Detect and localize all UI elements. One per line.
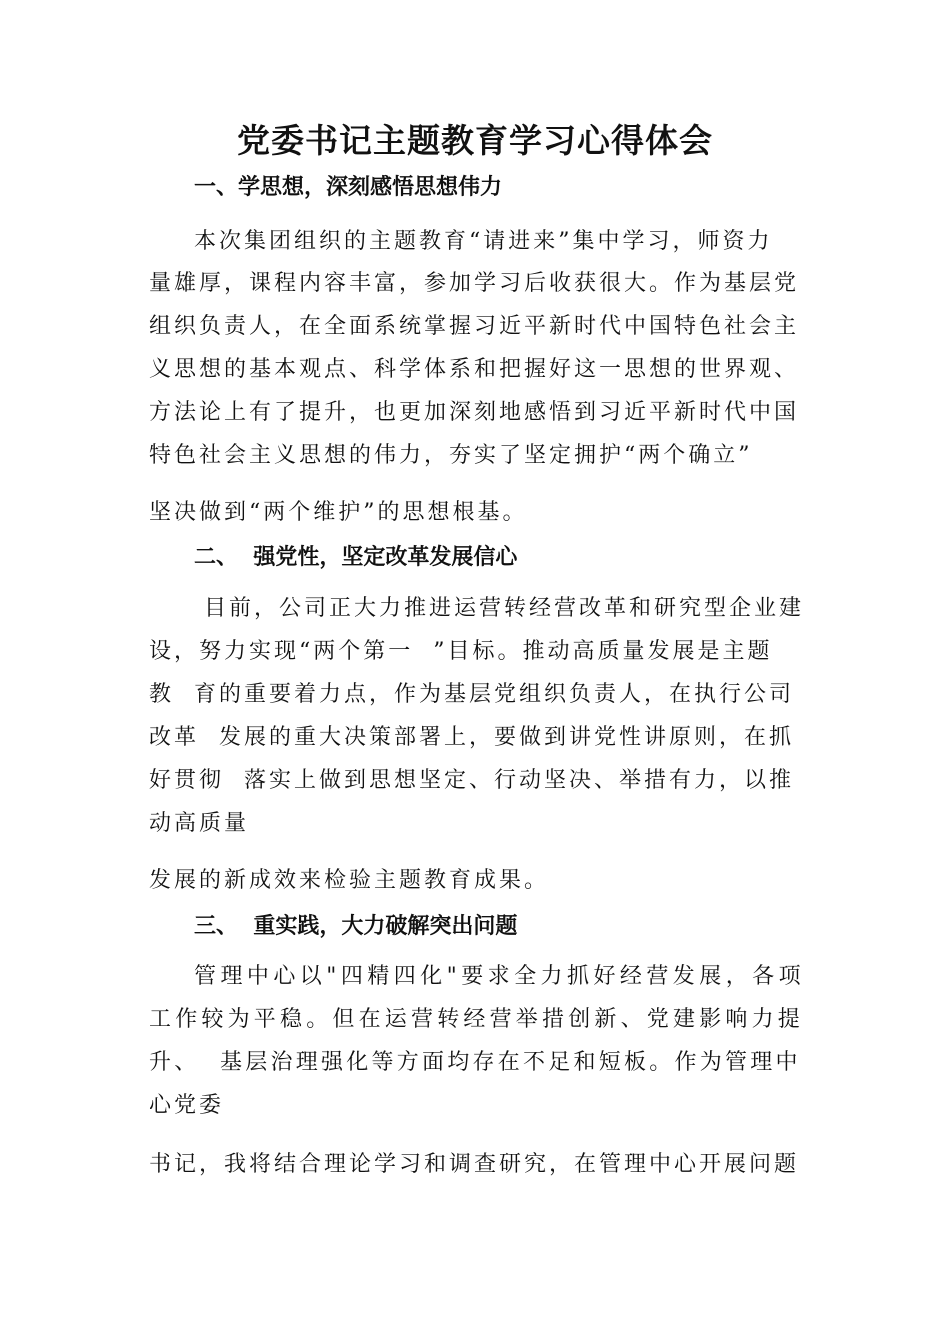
paragraph-line: 教 育的重要着力点，作为基层党组织负责人，在执行公司 [149, 682, 794, 707]
paragraph-line: 升、 基层治理强化等方面均存在不足和短板。作为管理中 [149, 1050, 801, 1075]
paragraph-line: 管理中心以"四精四化"要求全力抓好经营发展，各项 [194, 964, 806, 989]
document-title: 党委书记主题教育学习心得体会 [237, 121, 713, 160]
paragraph-line: 坚决做到“两个维护”的思想根基。 [149, 500, 528, 525]
paragraph-line: 发展的新成效来检验主题教育成果。 [149, 868, 550, 893]
paragraph-line: 心党委 [149, 1093, 225, 1118]
paragraph-line: 工作较为平稳。但在运营转经营举措创新、党建影响力提 [149, 1007, 805, 1032]
paragraph-line: 动高质量 [149, 811, 250, 836]
paragraph-line: 义思想的基本观点、科学体系和把握好这一思想的世界观、 [149, 357, 800, 382]
paragraph-line: 目前，公司正大力推进运营转经营改革和研究型企业建 [204, 596, 805, 621]
section-heading-1: 一、学思想，深刻感悟思想伟力 [194, 175, 503, 200]
paragraph-line: 书记，我将结合理论学习和调查研究，在管理中心开展问题 [149, 1152, 800, 1177]
paragraph-line: 特色社会主义思想的伟力，夯实了坚定拥护“两个确立” [149, 443, 753, 468]
paragraph-line: 方法论上有了提升，也更加深刻地感悟到习近平新时代中国 [149, 400, 800, 425]
paragraph-line: 组织负责人，在全面系统掌握习近平新时代中国特色社会主 [149, 314, 800, 339]
section-heading-2: 二、 强党性，坚定改革发展信心 [194, 545, 518, 570]
paragraph-line: 改革 发展的重大决策部署上，要做到讲党性讲原则，在抓 [149, 725, 794, 750]
paragraph-line: 设，努力实现“两个第一 ”目标。推动高质量发展是主题 [149, 639, 773, 664]
paragraph-line: 量雄厚，课程内容丰富，参加学习后收获很大。作为基层党 [149, 271, 800, 296]
section-heading-3: 三、 重实践，大力破解突出问题 [194, 914, 518, 939]
paragraph-line: 本次集团组织的主题教育“请进来”集中学习，师资力 [194, 229, 773, 254]
paragraph-line: 好贯彻 落实上做到思想坚定、行动坚决、举措有力，以推 [149, 768, 794, 793]
